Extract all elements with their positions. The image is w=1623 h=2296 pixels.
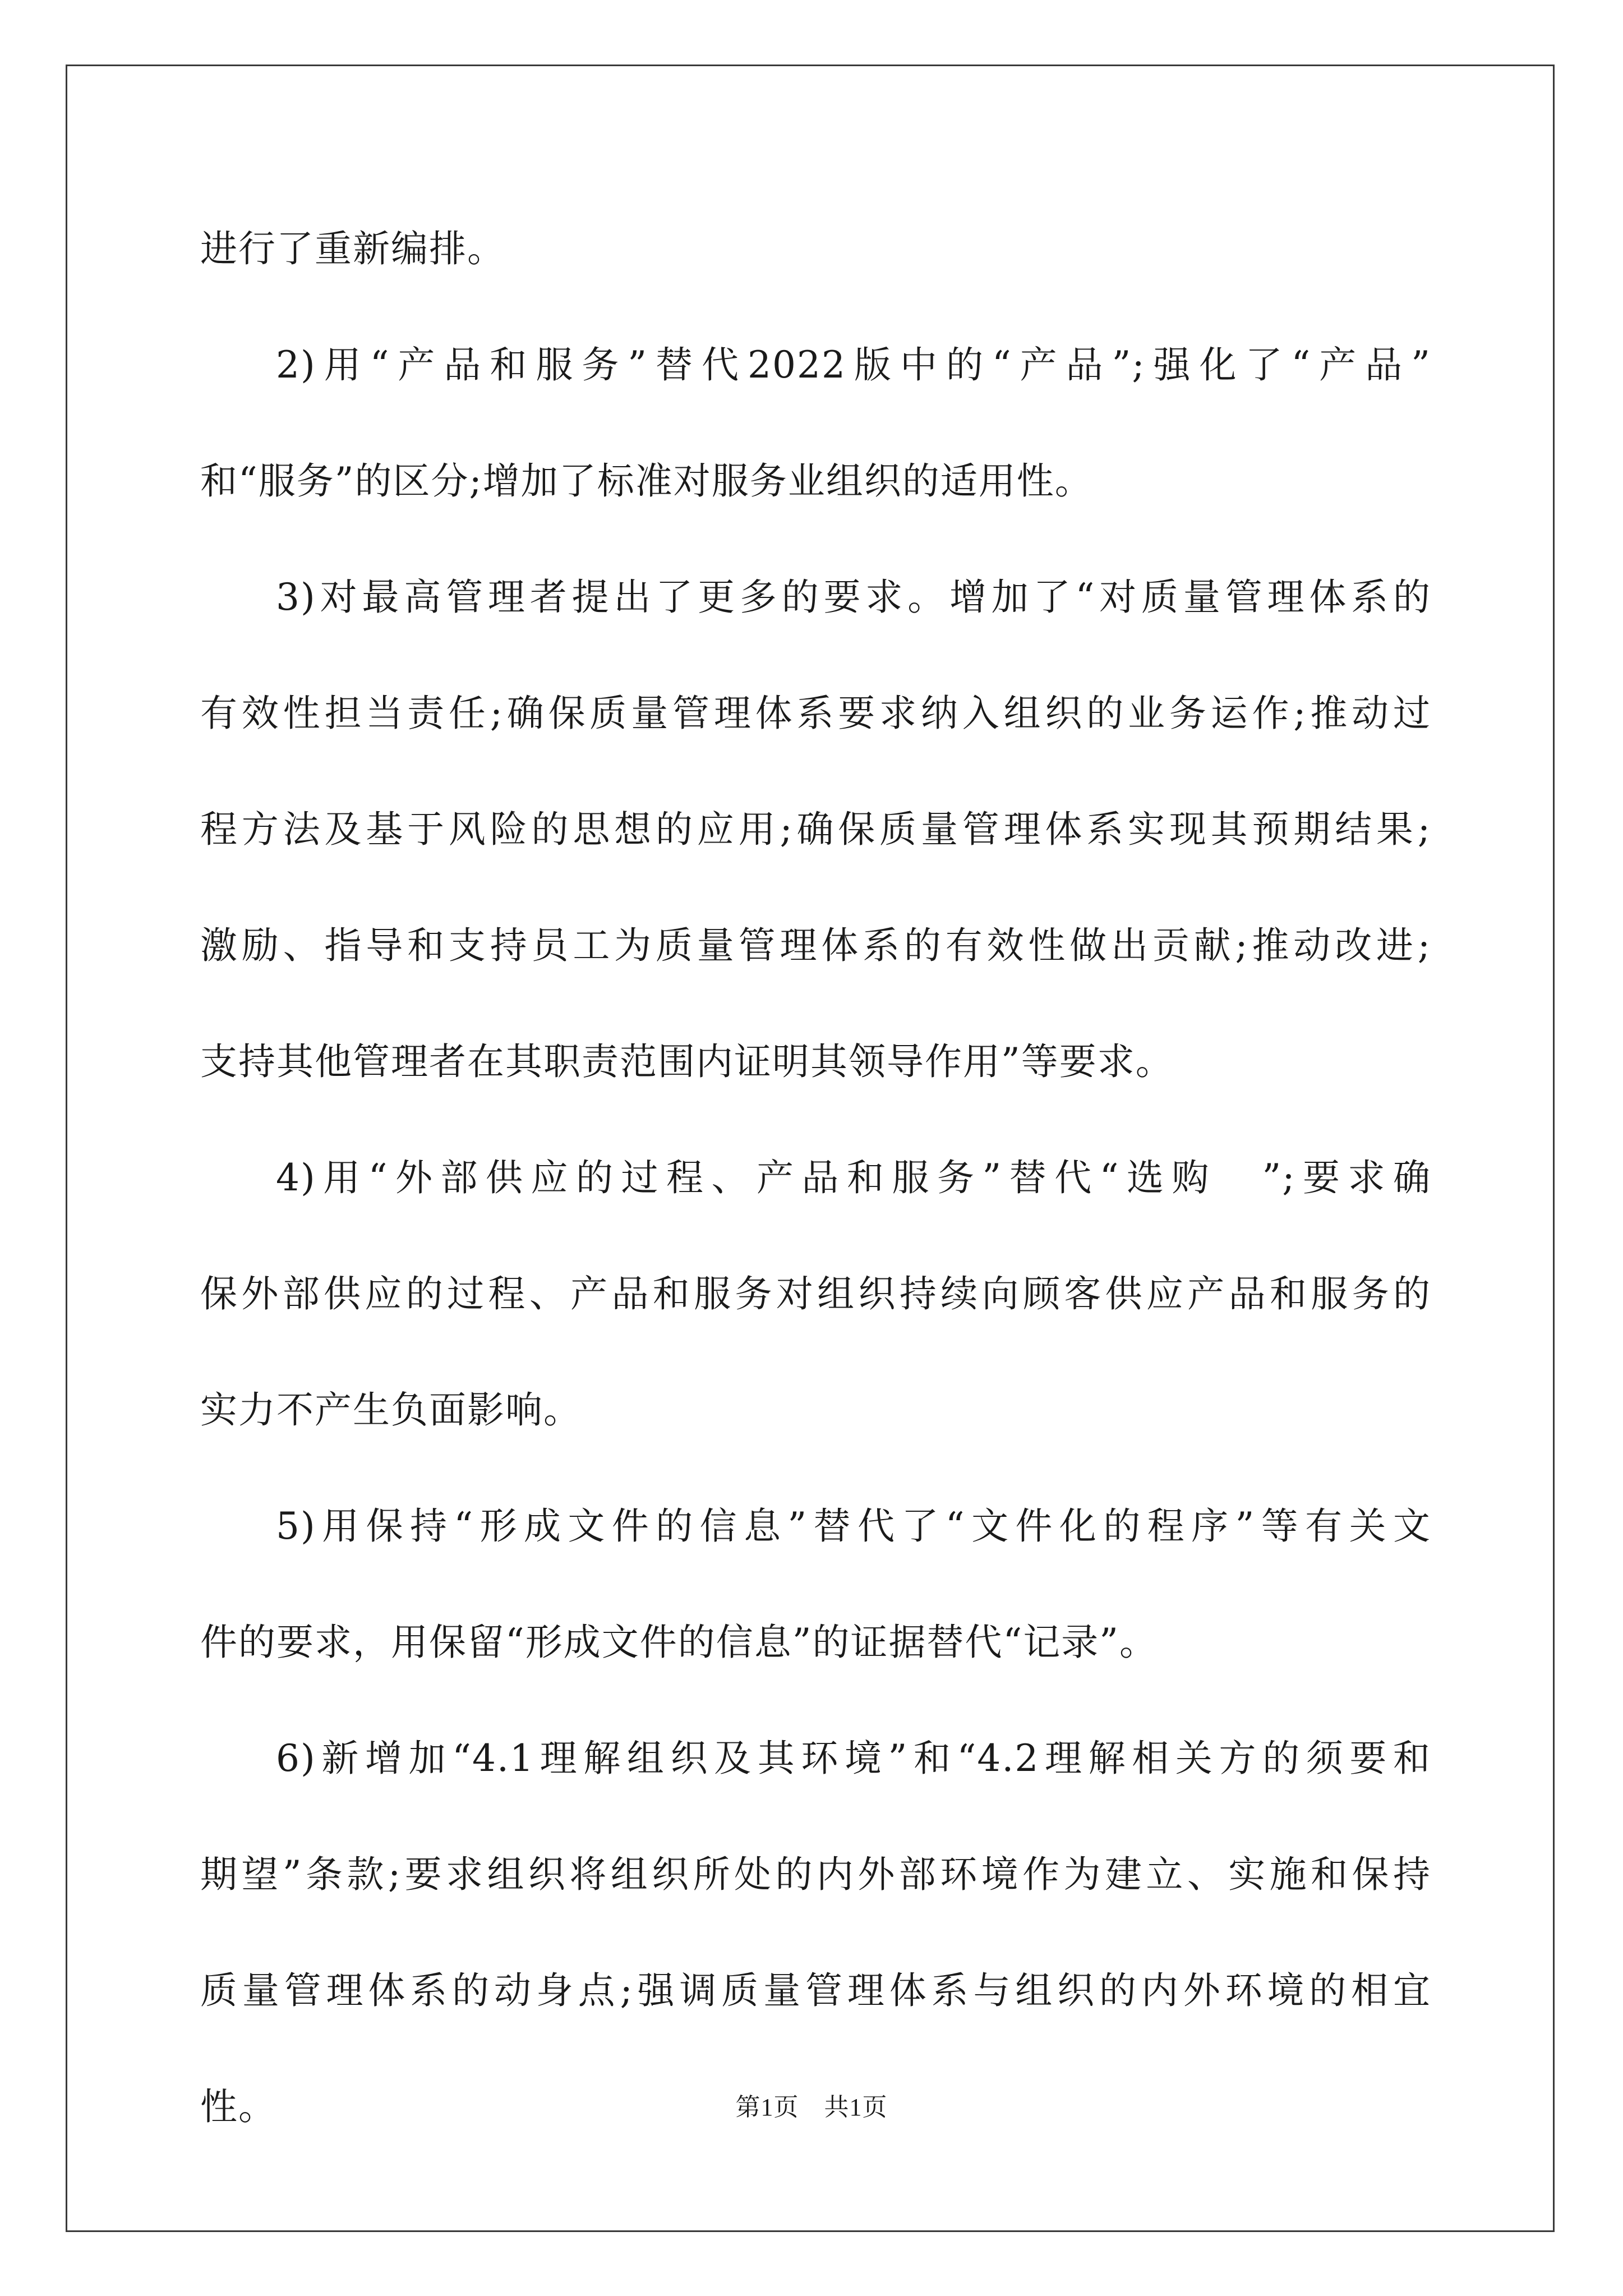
text-line: 有效性担当责任;确保质量管理体系要求纳入组织的业务运作;推动过	[200, 692, 1431, 735]
text-line: 支持其他管理者在其职责范围内证明其领导作用”等要求。	[200, 1040, 1174, 1083]
text-line: 保外部供应的过程、产品和服务对组织持续向顾客供应产品和服务的	[200, 1272, 1431, 1315]
text-line: 程方法及基于风险的思想的应用;确保质量管理体系实现其预期结果;	[200, 808, 1431, 851]
text-line: 3)对最高管理者提出了更多的要求。增加了“对质量管理体系的	[276, 576, 1431, 619]
page-number: 第1页 共1页	[735, 2093, 888, 2121]
text-line: 2)用“产品和服务”替代2022版中的“产品”;强化了“产品”	[276, 343, 1431, 386]
text-line: 质量管理体系的动身点;强调质量管理体系与组织的内外环境的相宜	[200, 1969, 1431, 2012]
text-line: 和“服务”的区分;增加了标准对服务业组织的适用性。	[200, 459, 1093, 503]
document-body	[200, 191, 1431, 2165]
text-line: 实力不产生负面影响。	[200, 1388, 582, 1432]
text-line: 6)新增加“4.1理解组织及其环境”和“4.2理解相关方的须要和	[276, 1737, 1431, 1780]
text-line: 5)用保持“形成文件的信息”替代了“文件化的程序”等有关文	[276, 1504, 1431, 1548]
text-line: 激励、指导和支持员工为质量管理体系的有效性做出贡献;推动改进;	[200, 924, 1431, 967]
text-line: 4)用“外部供应的过程、产品和服务”替代“选购 ”;要求确	[276, 1156, 1431, 1199]
text-line: 期望”条款;要求组织将组织所处的内外部环境作为建立、实施和保持	[200, 1853, 1431, 1896]
text-line: 件的要求，用保留“形成文件的信息”的证据替代“记录”。	[200, 1621, 1158, 1664]
text-line: 性。	[200, 2085, 276, 2128]
text-line: 进行了重新编排。	[200, 227, 505, 270]
